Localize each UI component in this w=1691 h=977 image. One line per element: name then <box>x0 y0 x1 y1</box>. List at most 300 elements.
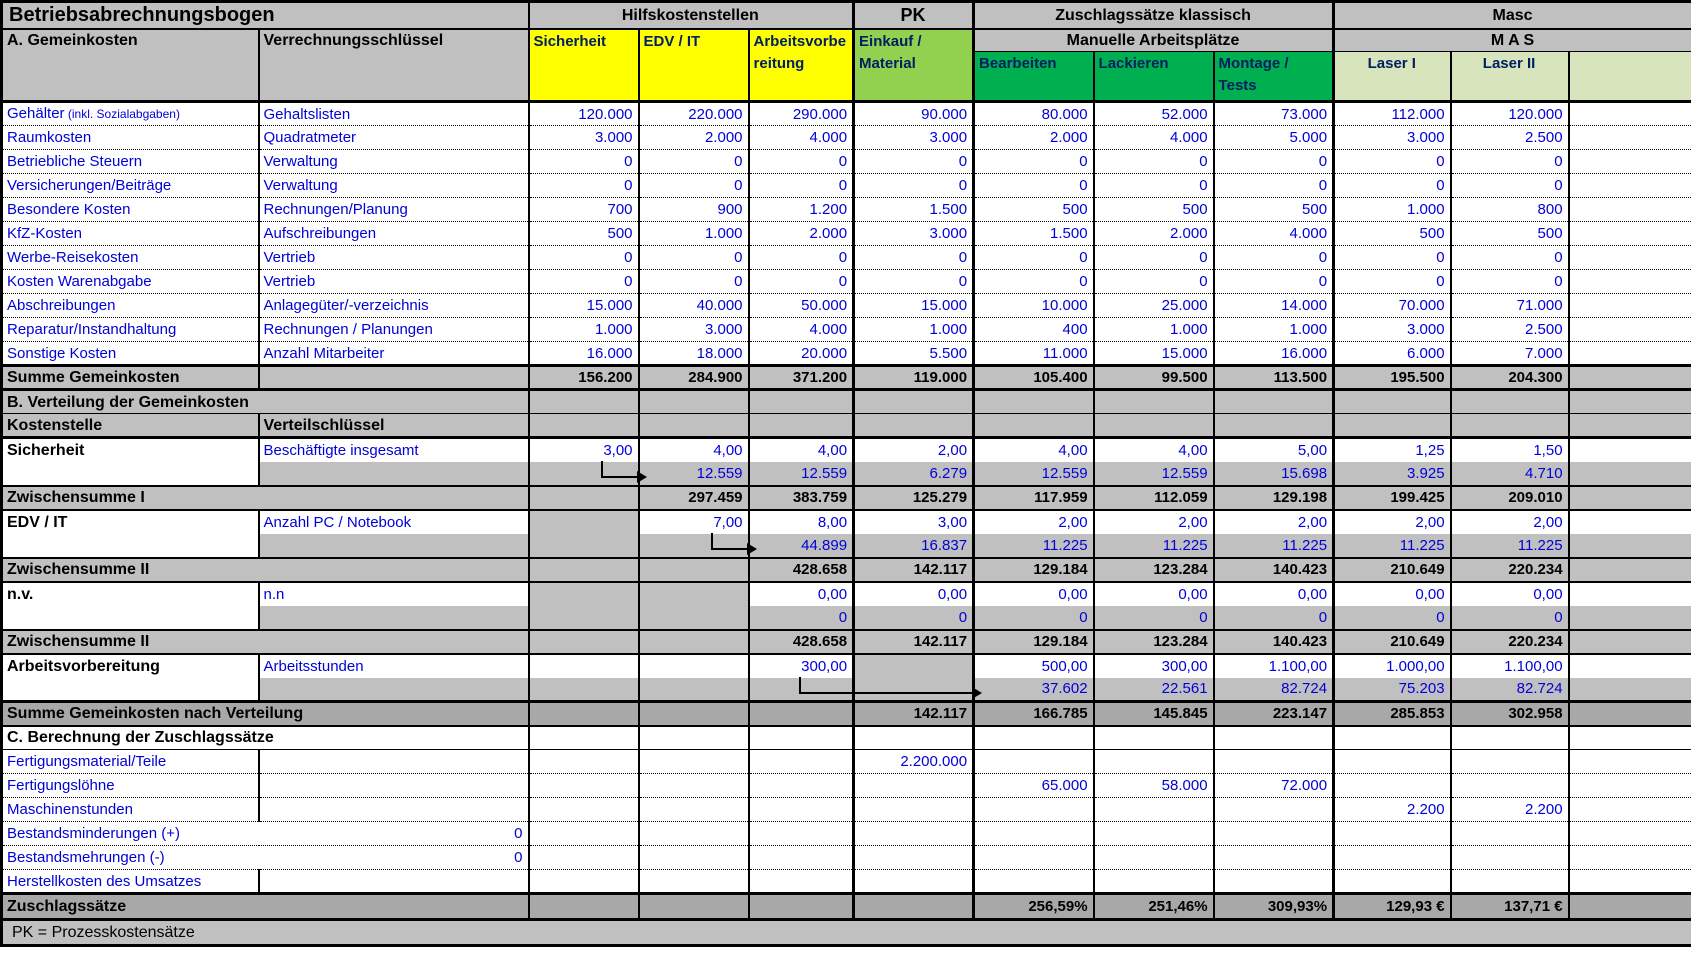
cell[interactable]: 140.423 <box>1214 558 1334 582</box>
cell[interactable]: 58.000 <box>1094 774 1214 798</box>
empty-cell[interactable] <box>639 654 749 678</box>
cell[interactable]: 3.000 <box>1334 126 1451 150</box>
cell[interactable]: 2.200 <box>1334 798 1451 822</box>
empty-cell[interactable] <box>1214 414 1334 438</box>
cell[interactable]: 11.000 <box>974 342 1094 366</box>
cell[interactable]: 0 <box>749 246 854 270</box>
cell[interactable]: 129,93 € <box>1334 894 1451 920</box>
empty-cell[interactable] <box>1214 798 1334 822</box>
section-maschinen-cutoff[interactable]: Masc <box>1334 2 1691 29</box>
cell[interactable]: 7,00 <box>639 510 749 534</box>
cell[interactable]: Rechnungen/Planung <box>259 198 529 222</box>
cell[interactable]: 500,00 <box>974 654 1094 678</box>
cell[interactable]: 5,00 <box>1214 438 1334 462</box>
cell[interactable]: 500 <box>974 198 1094 222</box>
cell[interactable]: 220.234 <box>1451 558 1569 582</box>
cell[interactable]: 0 <box>1094 246 1214 270</box>
cell[interactable]: 3.000 <box>639 318 749 342</box>
cell[interactable]: 1.000 <box>1214 318 1334 342</box>
empty-cell[interactable] <box>974 750 1094 774</box>
cell[interactable]: 22.561 <box>1094 678 1214 702</box>
header-manuelle-arbeitsplaetze[interactable]: Manuelle Arbeitsplätze <box>974 29 1334 52</box>
cell[interactable]: 220.234 <box>1451 630 1569 654</box>
empty-cell[interactable] <box>854 846 974 870</box>
empty-cell[interactable] <box>1569 318 1691 342</box>
cell[interactable]: 140.423 <box>1214 630 1334 654</box>
cell[interactable]: 2,00 <box>974 510 1094 534</box>
cell[interactable]: 428.658 <box>749 558 854 582</box>
header-lackieren[interactable]: Lackieren <box>1094 52 1214 102</box>
cell[interactable]: 0 <box>974 606 1094 630</box>
empty-cell[interactable] <box>749 726 854 750</box>
empty-cell[interactable] <box>974 798 1094 822</box>
cell[interactable]: 73.000 <box>1214 102 1334 126</box>
cell[interactable]: 80.000 <box>974 102 1094 126</box>
empty-cell[interactable] <box>1569 150 1691 174</box>
empty-cell[interactable] <box>1451 822 1569 846</box>
cell[interactable]: 2,00 <box>1214 510 1334 534</box>
cell[interactable]: 44.899 <box>749 534 854 558</box>
cell[interactable]: 15.000 <box>854 294 974 318</box>
cell[interactable]: 16.837 <box>854 534 974 558</box>
cell[interactable]: 1,25 <box>1334 438 1451 462</box>
cell[interactable]: 70.000 <box>1334 294 1451 318</box>
cell[interactable]: 428.658 <box>749 630 854 654</box>
cell[interactable]: 142.117 <box>854 558 974 582</box>
footnote[interactable]: PK = Prozesskostensätze <box>2 920 1691 946</box>
cell[interactable]: 0 <box>854 150 974 174</box>
empty-cell[interactable] <box>1569 342 1691 366</box>
cell[interactable]: Besondere Kosten <box>2 198 259 222</box>
sheet-title[interactable]: Betriebsabrechnungsbogen <box>2 2 529 29</box>
cell[interactable]: 119.000 <box>854 366 974 390</box>
cell[interactable]: 1.500 <box>974 222 1094 246</box>
empty-cell[interactable] <box>529 894 639 920</box>
empty-cell[interactable] <box>529 870 639 894</box>
empty-cell[interactable] <box>529 510 639 534</box>
cell[interactable]: 0 <box>1451 150 1569 174</box>
empty-cell[interactable] <box>749 390 854 414</box>
cell[interactable]: 0 <box>749 270 854 294</box>
empty-cell[interactable] <box>1569 534 1691 558</box>
empty-cell[interactable] <box>529 774 639 798</box>
empty-cell[interactable] <box>854 894 974 920</box>
cell[interactable]: 1.000 <box>1334 198 1451 222</box>
cell[interactable]: 0 <box>529 246 639 270</box>
cell[interactable]: 1.200 <box>749 198 854 222</box>
cell[interactable]: 0 <box>749 174 854 198</box>
cell[interactable]: 7.000 <box>1451 342 1569 366</box>
cell[interactable]: 0 <box>639 150 749 174</box>
cell[interactable]: 11.225 <box>1334 534 1451 558</box>
cell[interactable]: 4,00 <box>1094 438 1214 462</box>
empty-cell[interactable] <box>1094 870 1214 894</box>
empty-cell[interactable] <box>1569 486 1691 510</box>
empty-cell[interactable] <box>639 678 749 702</box>
cell[interactable]: Sicherheit <box>2 438 259 462</box>
cell[interactable]: 0 <box>1451 246 1569 270</box>
empty-cell[interactable] <box>529 606 639 630</box>
cell[interactable]: 129.184 <box>974 630 1094 654</box>
empty-cell[interactable] <box>1569 822 1691 846</box>
empty-cell[interactable] <box>529 558 639 582</box>
empty-cell[interactable] <box>1334 774 1451 798</box>
cell[interactable]: 82.724 <box>1451 678 1569 702</box>
empty-cell[interactable] <box>749 750 854 774</box>
cell[interactable]: 209.010 <box>1451 486 1569 510</box>
cell[interactable]: Herstellkosten des Umsatzes <box>2 870 259 894</box>
empty-cell[interactable] <box>749 870 854 894</box>
empty-cell[interactable] <box>1214 390 1334 414</box>
cell[interactable]: 0,00 <box>854 582 974 606</box>
cell[interactable]: 120.000 <box>1451 102 1569 126</box>
cell[interactable]: 210.649 <box>1334 558 1451 582</box>
cell[interactable]: 383.759 <box>749 486 854 510</box>
empty-cell[interactable] <box>854 726 974 750</box>
cell[interactable]: 0 <box>1451 174 1569 198</box>
empty-cell[interactable] <box>639 750 749 774</box>
cell[interactable]: Quadratmeter <box>259 126 529 150</box>
empty-cell[interactable] <box>1334 846 1451 870</box>
empty-cell[interactable] <box>529 462 639 486</box>
cell[interactable]: 16.000 <box>529 342 639 366</box>
cell[interactable]: 290.000 <box>749 102 854 126</box>
cell[interactable]: 0 <box>1094 174 1214 198</box>
cell[interactable]: 11.225 <box>1214 534 1334 558</box>
cell[interactable]: 0 <box>1214 246 1334 270</box>
cell[interactable]: 2.500 <box>1451 318 1569 342</box>
cell[interactable]: 4.000 <box>749 318 854 342</box>
cell[interactable]: Beschäftigte insgesamt <box>259 438 529 462</box>
cell[interactable]: 900 <box>639 198 749 222</box>
section-zuschlagssaetze-klassisch[interactable]: Zuschlagssätze klassisch <box>974 2 1334 29</box>
cell[interactable]: 1.000 <box>529 318 639 342</box>
empty-cell[interactable] <box>1214 870 1334 894</box>
cell[interactable]: 2,00 <box>1094 510 1214 534</box>
cell[interactable]: 3.000 <box>529 126 639 150</box>
empty-cell[interactable] <box>639 894 749 920</box>
cell[interactable]: 90.000 <box>854 102 974 126</box>
cell[interactable]: 15.698 <box>1214 462 1334 486</box>
cell[interactable]: 11.225 <box>974 534 1094 558</box>
empty-cell[interactable] <box>1214 846 1334 870</box>
empty-cell[interactable] <box>529 414 639 438</box>
empty-cell[interactable] <box>1569 366 1691 390</box>
cell[interactable]: Vertrieb <box>259 270 529 294</box>
cell[interactable]: 4.000 <box>1214 222 1334 246</box>
cell[interactable]: 500 <box>1451 222 1569 246</box>
empty-cell[interactable] <box>1334 390 1451 414</box>
empty-cell[interactable] <box>1451 726 1569 750</box>
cell[interactable]: 4.710 <box>1451 462 1569 486</box>
section-pk[interactable]: PK <box>854 2 974 29</box>
cell[interactable]: 75.203 <box>1334 678 1451 702</box>
cell[interactable]: 120.000 <box>529 102 639 126</box>
cell[interactable]: 5.000 <box>1214 126 1334 150</box>
empty-cell[interactable] <box>749 822 854 846</box>
cell[interactable]: 2,00 <box>1451 510 1569 534</box>
cell[interactable]: 40.000 <box>639 294 749 318</box>
cell[interactable]: 0 <box>974 246 1094 270</box>
cell[interactable]: 142.117 <box>854 630 974 654</box>
empty-cell[interactable] <box>1094 726 1214 750</box>
cell[interactable]: 1.500 <box>854 198 974 222</box>
empty-cell[interactable] <box>1451 774 1569 798</box>
empty-cell[interactable] <box>529 846 639 870</box>
empty-cell[interactable] <box>639 846 749 870</box>
cell[interactable]: 14.000 <box>1214 294 1334 318</box>
cell[interactable]: 3,00 <box>529 438 639 462</box>
empty-cell[interactable] <box>529 702 639 726</box>
cell[interactable]: 4.000 <box>749 126 854 150</box>
empty-cell[interactable] <box>2 462 259 486</box>
cell[interactable]: 72.000 <box>1214 774 1334 798</box>
empty-cell[interactable] <box>639 870 749 894</box>
empty-cell[interactable] <box>639 726 749 750</box>
empty-cell[interactable] <box>1569 438 1691 462</box>
cell[interactable]: 300,00 <box>1094 654 1214 678</box>
cell[interactable]: Gehälter (inkl. Sozialabgaben) <box>2 102 259 126</box>
empty-cell[interactable] <box>259 870 529 894</box>
empty-cell[interactable] <box>529 630 639 654</box>
header-montage-tests[interactable]: Montage / Tests <box>1214 52 1334 102</box>
empty-cell[interactable] <box>1569 774 1691 798</box>
empty-cell[interactable] <box>1569 702 1691 726</box>
empty-cell[interactable] <box>1569 798 1691 822</box>
empty-cell[interactable] <box>1569 654 1691 678</box>
empty-cell[interactable] <box>854 654 974 678</box>
cell[interactable]: 0 <box>749 606 854 630</box>
cell[interactable]: 0 <box>1094 270 1214 294</box>
cell[interactable]: 105.400 <box>974 366 1094 390</box>
cell[interactable]: 400 <box>974 318 1094 342</box>
empty-cell[interactable] <box>529 390 639 414</box>
cell[interactable]: 302.958 <box>1451 702 1569 726</box>
cell[interactable]: 1.000,00 <box>1334 654 1451 678</box>
cell[interactable]: Fertigungsmaterial/Teile <box>2 750 259 774</box>
cell[interactable]: 0 <box>639 174 749 198</box>
header-laser-2[interactable]: Laser II <box>1451 52 1569 102</box>
header-mas-cutoff[interactable]: M A S <box>1334 29 1691 52</box>
empty-cell[interactable] <box>854 822 974 846</box>
cell[interactable]: 142.117 <box>854 702 974 726</box>
cell[interactable]: 309,93% <box>1214 894 1334 920</box>
cell[interactable]: 500 <box>529 222 639 246</box>
cell[interactable]: 220.000 <box>639 102 749 126</box>
cell[interactable]: 112.000 <box>1334 102 1451 126</box>
empty-cell[interactable] <box>259 798 529 822</box>
empty-cell[interactable] <box>854 390 974 414</box>
cell[interactable]: 4,00 <box>639 438 749 462</box>
empty-cell[interactable] <box>1214 822 1334 846</box>
cell[interactable]: 166.785 <box>974 702 1094 726</box>
cell[interactable]: 6.279 <box>854 462 974 486</box>
cell[interactable]: 0 <box>529 150 639 174</box>
empty-cell[interactable] <box>1569 558 1691 582</box>
cell[interactable]: 0 <box>1334 246 1451 270</box>
cell[interactable]: 12.559 <box>1094 462 1214 486</box>
empty-cell[interactable] <box>639 582 749 606</box>
cell[interactable]: 2,00 <box>1334 510 1451 534</box>
empty-cell[interactable] <box>974 822 1094 846</box>
empty-cell[interactable] <box>259 606 529 630</box>
cell[interactable]: 0,00 <box>749 582 854 606</box>
cell[interactable]: KfZ-Kosten <box>2 222 259 246</box>
cell[interactable]: 0 <box>1214 174 1334 198</box>
cell[interactable]: 251,46% <box>1094 894 1214 920</box>
cell[interactable]: 113.500 <box>1214 366 1334 390</box>
header-einkauf-material[interactable]: Einkauf / Material <box>854 29 974 102</box>
cell[interactable]: Sonstige Kosten <box>2 342 259 366</box>
header-laser-cutoff[interactable] <box>1569 52 1691 102</box>
cell[interactable]: 0,00 <box>1214 582 1334 606</box>
cell[interactable]: 137,71 € <box>1451 894 1569 920</box>
cell[interactable]: Zwischensumme II <box>2 558 529 582</box>
cell[interactable]: 3,00 <box>854 510 974 534</box>
header-sicherheit[interactable]: Sicherheit <box>529 29 639 102</box>
header-gemeinkosten[interactable]: A. Gemeinkosten <box>2 29 259 102</box>
cell[interactable]: 6.000 <box>1334 342 1451 366</box>
empty-cell[interactable] <box>1569 630 1691 654</box>
cell[interactable]: 0 <box>1094 150 1214 174</box>
empty-cell[interactable] <box>1569 246 1691 270</box>
cell[interactable]: 0 <box>749 150 854 174</box>
empty-cell[interactable] <box>749 702 854 726</box>
cell[interactable]: 0 <box>1214 270 1334 294</box>
cell[interactable]: 18.000 <box>639 342 749 366</box>
cell[interactable]: Arbeitsstunden <box>259 654 529 678</box>
cell[interactable]: EDV / IT <box>2 510 259 534</box>
empty-cell[interactable] <box>854 870 974 894</box>
empty-cell[interactable] <box>639 798 749 822</box>
cell[interactable]: 1.100,00 <box>1451 654 1569 678</box>
cell[interactable]: 0 <box>974 150 1094 174</box>
empty-cell[interactable] <box>1094 822 1214 846</box>
empty-cell[interactable] <box>639 774 749 798</box>
empty-cell[interactable] <box>1569 846 1691 870</box>
cell[interactable]: 800 <box>1451 198 1569 222</box>
empty-cell[interactable] <box>749 798 854 822</box>
cell[interactable]: 297.459 <box>639 486 749 510</box>
cell[interactable]: Verteilschlüssel <box>259 414 529 438</box>
cell[interactable]: Maschinenstunden <box>2 798 259 822</box>
cell[interactable]: 199.425 <box>1334 486 1451 510</box>
empty-cell[interactable] <box>1569 102 1691 126</box>
cell[interactable]: 210.649 <box>1334 630 1451 654</box>
cell[interactable]: 5.500 <box>854 342 974 366</box>
cell[interactable]: 0 <box>1451 606 1569 630</box>
empty-cell[interactable] <box>1569 414 1691 438</box>
empty-cell[interactable] <box>1094 414 1214 438</box>
cell[interactable]: 123.284 <box>1094 558 1214 582</box>
empty-cell[interactable] <box>529 486 639 510</box>
empty-cell[interactable] <box>259 678 529 702</box>
empty-cell[interactable] <box>1569 894 1691 920</box>
empty-cell[interactable] <box>1451 846 1569 870</box>
empty-cell[interactable] <box>749 846 854 870</box>
empty-cell[interactable] <box>1094 798 1214 822</box>
empty-cell[interactable] <box>1569 126 1691 150</box>
cell[interactable]: 500 <box>1094 198 1214 222</box>
cell[interactable]: 0 <box>529 174 639 198</box>
cell[interactable]: 11.225 <box>1094 534 1214 558</box>
header-verrechnungsschluessel[interactable]: Verrechnungsschlüssel <box>259 29 529 102</box>
empty-cell[interactable] <box>1569 462 1691 486</box>
empty-cell[interactable] <box>529 582 639 606</box>
cell[interactable]: 8,00 <box>749 510 854 534</box>
cell[interactable]: 0,00 <box>1451 582 1569 606</box>
cell[interactable]: 371.200 <box>749 366 854 390</box>
cell[interactable]: 0 <box>854 270 974 294</box>
cell[interactable]: 3.925 <box>1334 462 1451 486</box>
empty-cell[interactable] <box>1569 174 1691 198</box>
empty-cell[interactable] <box>1569 270 1691 294</box>
empty-cell[interactable] <box>974 414 1094 438</box>
empty-cell[interactable] <box>1094 390 1214 414</box>
empty-cell[interactable] <box>974 870 1094 894</box>
empty-cell[interactable] <box>974 390 1094 414</box>
empty-cell[interactable] <box>1334 822 1451 846</box>
cell[interactable]: 500 <box>1214 198 1334 222</box>
empty-cell[interactable] <box>529 654 639 678</box>
cell[interactable]: Zwischensumme I <box>2 486 529 510</box>
cell[interactable]: 4,00 <box>749 438 854 462</box>
cell[interactable]: Versicherungen/Beiträge <box>2 174 259 198</box>
empty-cell[interactable] <box>854 774 974 798</box>
cell[interactable]: 1.000 <box>1094 318 1214 342</box>
cell[interactable]: 1.100,00 <box>1214 654 1334 678</box>
cell[interactable]: 4,00 <box>974 438 1094 462</box>
cell[interactable]: 0 <box>974 270 1094 294</box>
cell[interactable]: 0 <box>854 174 974 198</box>
empty-cell[interactable] <box>529 534 639 558</box>
cell[interactable]: 125.279 <box>854 486 974 510</box>
cell[interactable]: 3.000 <box>854 222 974 246</box>
cell[interactable]: 15.000 <box>1094 342 1214 366</box>
cell[interactable]: 12.559 <box>749 462 854 486</box>
cell[interactable]: C. Berechnung der Zuschlagssätze <box>2 726 529 750</box>
empty-cell[interactable] <box>639 558 749 582</box>
cell[interactable] <box>2 822 529 846</box>
section-hilfskostenstellen[interactable]: Hilfskostenstellen <box>529 2 854 29</box>
empty-cell[interactable] <box>1569 726 1691 750</box>
cell[interactable]: 2,00 <box>854 438 974 462</box>
header-edv-it[interactable]: EDV / IT <box>639 29 749 102</box>
cell[interactable]: 99.500 <box>1094 366 1214 390</box>
cell[interactable]: 2.000 <box>749 222 854 246</box>
empty-cell[interactable] <box>749 678 854 702</box>
cell[interactable]: 0 <box>1334 270 1451 294</box>
cell[interactable]: 285.853 <box>1334 702 1451 726</box>
empty-cell[interactable] <box>2 534 259 558</box>
cell[interactable]: Zuschlagssätze <box>2 894 529 920</box>
empty-cell[interactable] <box>1451 750 1569 774</box>
cell[interactable]: 2.500 <box>1451 126 1569 150</box>
cell[interactable]: 2.000 <box>974 126 1094 150</box>
cell[interactable]: Zwischensumme II <box>2 630 529 654</box>
cell[interactable]: 195.500 <box>1334 366 1451 390</box>
cell[interactable]: 0 <box>974 174 1094 198</box>
cell[interactable]: 1.000 <box>639 222 749 246</box>
empty-cell[interactable] <box>854 414 974 438</box>
empty-cell[interactable] <box>974 846 1094 870</box>
empty-cell[interactable] <box>529 726 639 750</box>
cell[interactable]: 300,00 <box>749 654 854 678</box>
cell[interactable]: Rechnungen / Planungen <box>259 318 529 342</box>
empty-cell[interactable] <box>2 678 259 702</box>
cell[interactable]: 4.000 <box>1094 126 1214 150</box>
cell[interactable]: Summe Gemeinkosten <box>2 366 259 390</box>
